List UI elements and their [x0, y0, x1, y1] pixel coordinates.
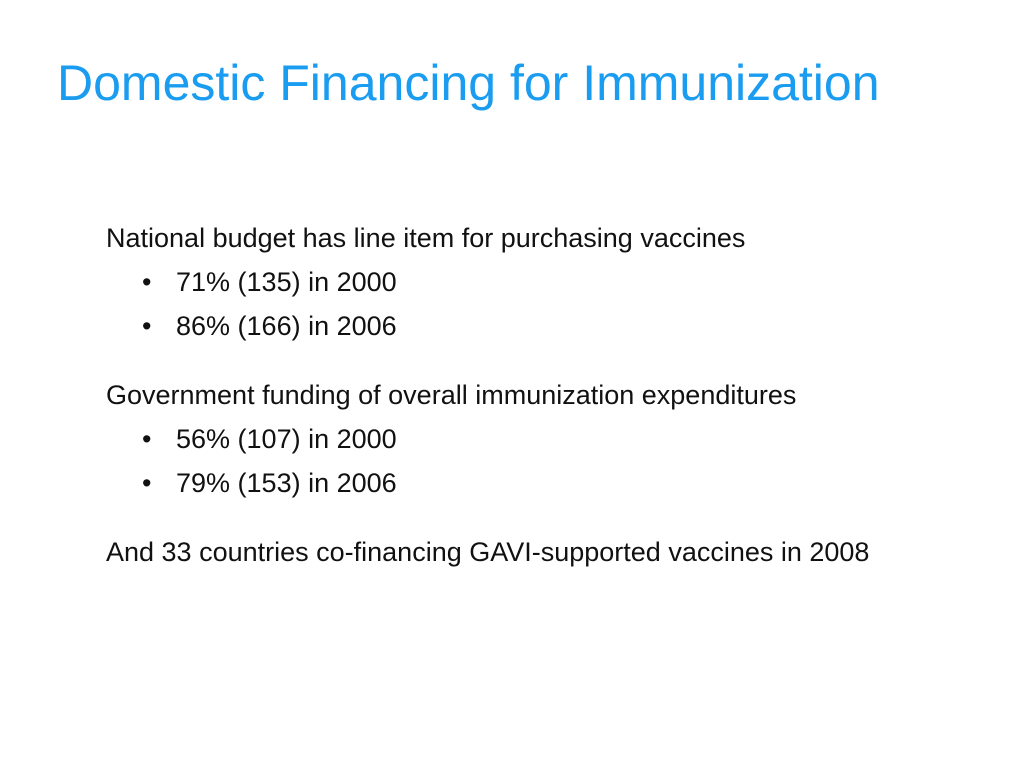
section-national-budget	[106, 220, 1006, 345]
bullet-list	[106, 421, 1006, 502]
bullet-icon: •	[142, 424, 152, 454]
section-co-financing	[106, 534, 1006, 571]
section-heading: Government funding of overall immunization expenditures	[106, 380, 797, 410]
section-heading: National budget has line item for purchasing vaccines	[106, 223, 746, 253]
bullet-text: 86% (166) in 2006	[176, 311, 397, 341]
bullet-text: 79% (153) in 2006	[176, 468, 397, 498]
bullet-item	[106, 308, 1006, 345]
bullet-item	[106, 465, 1006, 502]
slide-title: Domestic Financing for Immunization	[57, 55, 880, 111]
slide-body	[106, 220, 1006, 571]
bullet-icon: •	[142, 468, 152, 498]
bullet-text: 71% (135) in 2000	[176, 267, 397, 297]
section-heading: And 33 countries co-financing GAVI-supported vaccines in 2008	[106, 537, 870, 567]
bullet-text: 56% (107) in 2000	[176, 424, 397, 454]
bullet-list	[106, 264, 1006, 345]
section-government-funding	[106, 377, 1006, 502]
bullet-item	[106, 264, 1006, 301]
bullet-icon: •	[142, 267, 152, 297]
bullet-icon: •	[142, 311, 152, 341]
bullet-item	[106, 421, 1006, 458]
